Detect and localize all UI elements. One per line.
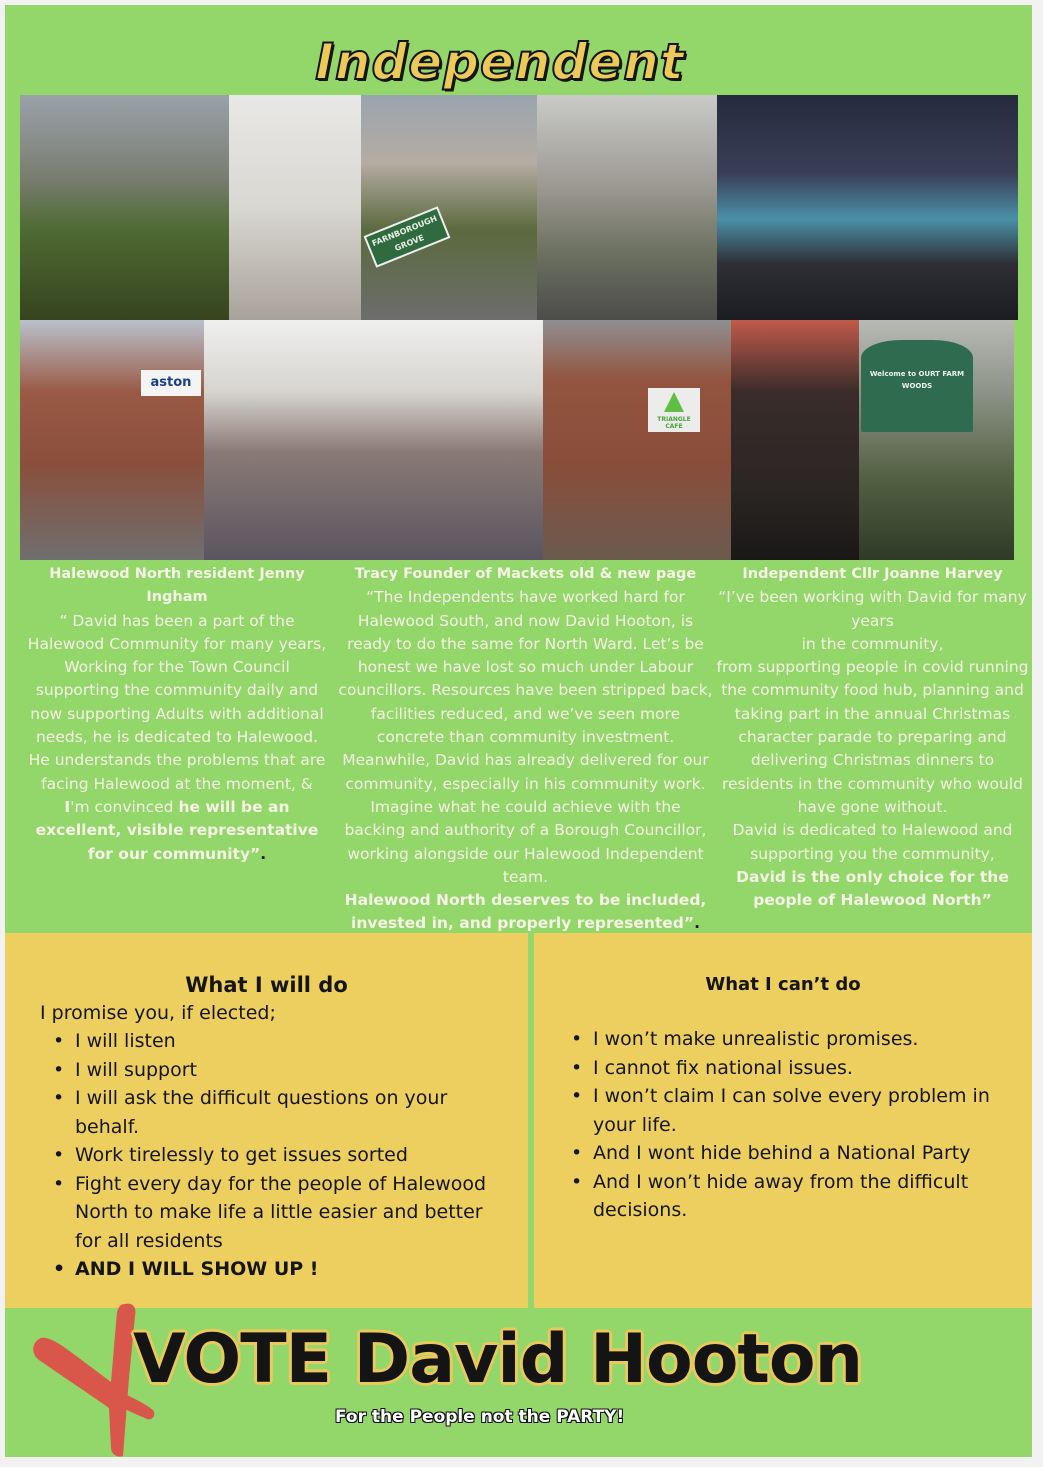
quote-closing: David is the only choice for the people of Halewood North” xyxy=(736,867,1009,910)
quote-body-2: He understands the problems that are facing Halewood at the moment, & xyxy=(28,751,326,793)
list-item: • AND I WILL SHOW UP ! xyxy=(53,1255,508,1284)
quote-author: Independent Cllr Joanne Harvey xyxy=(742,566,1003,582)
quote-line: David is dedicated to Halewood and supporting you the community, xyxy=(732,821,1013,863)
page-title: Independent xyxy=(315,33,685,91)
aston-sign: aston xyxy=(141,370,201,396)
will-do-list xyxy=(53,1027,508,1284)
photo-christmas-parade xyxy=(717,95,1018,320)
quote-body: “ David has been a part of the Halewood Community for many years, Working for the Town Council supporting the community daily and now supporting Adults with additional needs, he is dedicated to Halewood. xyxy=(27,611,327,747)
list-item: • I will listen xyxy=(53,1027,508,1056)
photo-aston-medical xyxy=(20,320,204,560)
quote-line: “I’ve been working with David for many years xyxy=(718,588,1027,630)
quote-tracy xyxy=(338,563,713,936)
photo-court-farm-woods xyxy=(859,320,1014,560)
list-item: • I will support xyxy=(53,1056,508,1085)
quote-body: “The Independents have worked hard for Halewood South, and now David Hooton, is ready to do the same for North Ward. Let’s be honest we have lost so much under Labour councillors. Resources have been stripped back, facilities reduced, and we’ve seen more concrete than community investment. Meanwhile, David has already delivered for our community, especially in his community work. Imagine what he could achieve with the backing and authority of a Borough Councillor, working alongside our Halewood Independent team. xyxy=(338,588,713,886)
will-do-intro: I promise you, if elected; xyxy=(40,1002,276,1024)
photo-farnborough-grove xyxy=(361,95,537,320)
quote-author: Halewood North resident Jenny Ingham xyxy=(49,566,305,606)
quote-bold-i: I xyxy=(64,797,71,816)
cant-do-heading: What I can’t do xyxy=(705,974,861,995)
list-item: • I will ask the difficult questions on your behalf. xyxy=(53,1084,508,1141)
quote-closing-mark: ” xyxy=(250,844,261,863)
list-item: • And I won’t hide away from the difficult decisions. xyxy=(571,1168,1011,1225)
list-item: • I won’t claim I can solve every problem in your life. xyxy=(571,1082,1011,1139)
quote-body-2-rest: 'm convinced xyxy=(70,797,179,816)
quote-closing: he will be an excellent, visible representative for our community xyxy=(35,797,319,863)
will-do-heading: What I will do xyxy=(185,973,348,997)
woods-sign: Welcome to OURT FARM WOODS xyxy=(861,340,973,432)
quote-period: . xyxy=(260,844,267,863)
photo-tree-residents xyxy=(20,95,229,320)
list-item: • Fight every day for the people of Halewood North to make life a little easier and better for all residents xyxy=(53,1170,508,1256)
photo-community-hall xyxy=(204,320,543,560)
quote-line: from supporting people in covid running the community food hub, planning and taking part in the annual Christmas character parade to preparing and delivering Christmas dinners to residents in the community who would have gone without. xyxy=(716,658,1029,816)
cant-do-panel xyxy=(534,933,1032,1308)
photo-night-hi-vis xyxy=(731,320,859,560)
quote-line: in the community, xyxy=(801,634,944,653)
list-item: • I cannot fix national issues. xyxy=(571,1054,1011,1083)
will-do-panel xyxy=(5,933,528,1308)
quote-joanne-harvey xyxy=(715,563,1030,912)
cant-do-list xyxy=(571,1025,1011,1225)
list-item: • And I wont hide behind a National Party xyxy=(571,1139,1011,1168)
quote-author: Tracy Founder of Mackets old & new page xyxy=(354,566,697,582)
vote-headline: VOTE David Hooton xyxy=(133,1320,863,1399)
quote-period: . xyxy=(694,914,700,933)
triangle-cafe-sign: TRIANGLE CAFE xyxy=(648,388,700,432)
quote-closing: Halewood North deserves to be included, invested in, and properly represented” xyxy=(344,891,707,933)
photo-indoor-gift xyxy=(229,95,361,320)
list-item: • Work tirelessly to get issues sorted xyxy=(53,1141,508,1170)
photo-triangle-cafe xyxy=(543,320,731,560)
tagline: For the People not the PARTY! xyxy=(335,1407,625,1427)
street-sign: FARNBOROUGH GROVE xyxy=(364,206,451,267)
photo-underpass xyxy=(537,95,717,320)
list-item: • I won’t make unrealistic promises. xyxy=(571,1025,1011,1054)
quote-jenny-ingham xyxy=(27,563,327,866)
